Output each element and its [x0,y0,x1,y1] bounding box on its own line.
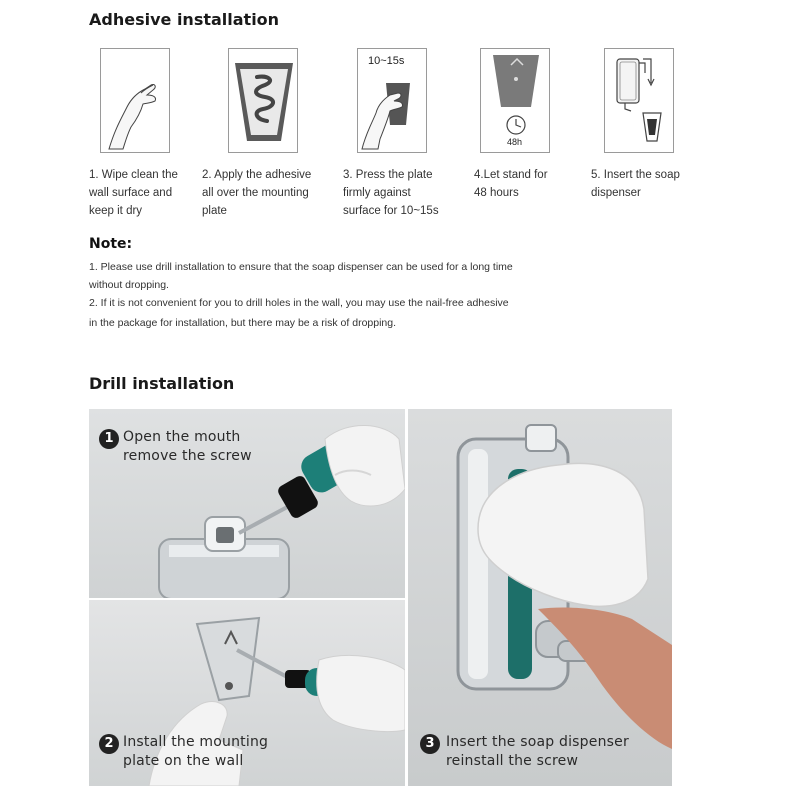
step-5-illustration [604,48,674,153]
step-4-illustration [480,48,550,153]
time-badge: 10~15s [368,55,405,67]
photo-3-caption: Insert the soap dispenser reinstall the screw [446,734,629,769]
note-title: Note: [89,236,133,252]
photo-open-mouth-remove-screw [89,409,405,598]
step-1-illustration [100,48,170,153]
step-5-text: 5. Insert the soap dispenser [591,169,680,199]
step-3-text: 3. Press the plate firmly against surface for 10~15s [343,169,439,217]
step-1-text: 1. Wipe clean the wall surface and keep it dry [89,169,178,217]
photo-install-mounting-plate [89,600,405,786]
adhesive-installation-title: Adhesive installation [89,10,280,29]
step-badge-1: 1 [99,429,119,449]
note-line-4: in the package for installation, but there may be a risk of dropping. [89,317,397,329]
dispenser-insert-illustration [408,409,672,786]
step-badge-3: 3 [420,734,440,754]
drill-installation-title: Drill installation [89,374,235,393]
step-badge-2: 2 [99,734,119,754]
note-line-1: 1. Please use drill installation to ensure that the soap dispenser can be used for a long time [89,261,513,273]
insert-dispenser-icon [605,49,674,153]
step-2-illustration [228,48,298,153]
adhesive-plate-icon [229,49,298,153]
duration-badge: 48h [507,137,523,147]
step-4-text: 4.Let stand for 48 hours [474,169,548,199]
photo-2-caption: Install the mounting plate on the wall [123,734,269,769]
press-plate-icon [358,49,427,153]
step-2-text: 2. Apply the adhesive all over the mounting plate [202,169,312,217]
photo-insert-soap-dispenser [408,409,672,786]
hand-wiping-icon [101,49,170,153]
step-3-illustration [357,48,427,153]
photo-1-caption: Open the mouth remove the screw [123,429,252,464]
note-line-2: without dropping. [89,279,169,291]
note-line-3: 2. If it is not convenient for you to drill holes in the wall, you may use the nail-free adhesive [89,297,509,309]
